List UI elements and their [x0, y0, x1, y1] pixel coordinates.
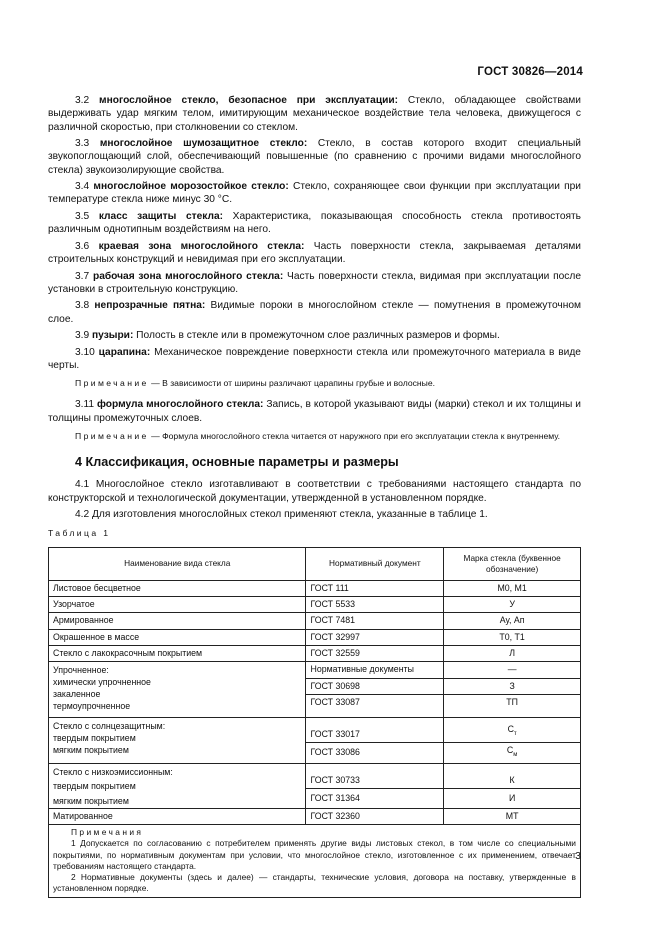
page-number: 3 — [575, 850, 581, 862]
cell-normative-doc: ГОСТ 5533 — [306, 597, 444, 613]
cell-glass-mark: У — [444, 597, 581, 613]
section-heading: 4 Классификация, основные параметры и размеры — [75, 455, 399, 470]
clause-4-2: 4.2 Для изготовления многослойных стекол применяют стекла, указанные в таблице 1. — [75, 509, 488, 521]
cell-glass-type: Узорчатое — [49, 597, 306, 613]
clause-term: царапина: — [98, 346, 151, 358]
cell-normative-doc: ГОСТ 31364 — [306, 788, 444, 808]
note-text: — В зависимости от ширины различают царапины грубые и волосные. — [148, 378, 436, 389]
cell-normative-doc: ГОСТ 33087 — [306, 694, 444, 717]
clause-term: многослойное шумозащитное стекло: — [99, 138, 308, 150]
clause-text: Характеристика, показывающая способность стекла противостоять различным однотипным воздействиям на него. — [48, 210, 581, 236]
cell-glass-mark: МТ — [444, 808, 581, 824]
clause-text: Запись, в которой указывают виды (марки) стекол и их толщины и толщины промежуточных слоев. — [48, 399, 581, 424]
cell-normative-doc: ГОСТ 32559 — [306, 646, 444, 662]
clause-term: класс защиты стекла: — [98, 210, 224, 222]
cell-line: мягким покрытием — [53, 795, 129, 806]
table-notes — [49, 825, 581, 898]
cell-glass-mark: — — [444, 662, 581, 678]
clause-text: Часть поверхности стекла, видимая при эксплуатации после установки в строительную конструкцию. — [48, 270, 581, 295]
clause-number: 3.6 — [75, 240, 90, 252]
clause-number: 3.3 — [75, 138, 90, 150]
clause-number: 3.7 — [75, 270, 90, 282]
cell-glass-mark — [444, 742, 581, 763]
cell-glass-type: Матированное — [49, 808, 306, 824]
cell-line: Стекло с низкоэмиссионным: — [53, 766, 173, 777]
note-scratches — [48, 378, 581, 389]
clause-text: Часть поверхности стекла, закрываемая деталями строительных конструкций и невидимая при его эксплуатации. — [48, 240, 581, 266]
cell-normative-doc: Нормативные документы — [306, 662, 444, 678]
clause-term: краевая зона многослойного стекла: — [98, 240, 305, 252]
table-row — [49, 646, 581, 662]
cell-glass-mark: ТП — [444, 694, 581, 717]
clause-3-2 — [48, 94, 581, 134]
table-notes-title: Примечания — [71, 827, 144, 838]
table-row-solar — [49, 717, 581, 742]
header-glass-type: Наименование вида стекла — [49, 547, 306, 580]
glass-types-table — [48, 547, 581, 899]
mark-letter: С — [506, 744, 514, 755]
mark-letter: С — [507, 723, 514, 734]
clause-number: 3.9 — [75, 330, 90, 342]
clause-text: Стекло, в состав которого входит специальный звукопоглощающий слой, обеспечивающий повышенные (по сравнению с прочими видами многослойного стекла) звукоизолирующие свойства. — [48, 138, 581, 176]
clause-number: 3.2 — [75, 95, 90, 106]
clause-number: 3.4 — [75, 181, 90, 193]
table-row — [49, 629, 581, 645]
clause-3-5 — [48, 210, 581, 237]
cell-line: Упрочненное: — [53, 665, 109, 676]
mark-subscript: т — [513, 730, 517, 737]
cell-normative-doc: ГОСТ 111 — [306, 580, 444, 596]
cell-glass-type-hardened — [49, 662, 306, 718]
clause-3-11 — [48, 398, 581, 425]
cell-glass-mark: М0, М1 — [444, 580, 581, 596]
clause-number: 3.8 — [75, 300, 90, 312]
table-caption: Таблица 1 — [48, 527, 111, 538]
cell-line: Стекло с солнцезащитным: — [53, 720, 166, 731]
cell-glass-type-solar — [49, 717, 306, 763]
cell-normative-doc: ГОСТ 33017 — [306, 717, 444, 742]
clause-text: Стекло, сохраняющее свои функции при эксплуатации при температуре стекла ниже минус 30 °С. — [48, 181, 581, 206]
table-note: 1 Допускается по согласованию с потребителем применять другие виды листовых стекол, в том числе со специальными покрытиями, по нормативным документам при условии, что многослойное стекло, изготовленное с их применением, отвечает требованиям настоящего стандарта. — [53, 838, 576, 871]
cell-glass-mark: З — [444, 678, 581, 694]
table-row — [49, 597, 581, 613]
document-header: ГОСТ 30826—2014 — [477, 66, 583, 78]
note-formula — [48, 431, 581, 442]
cell-glass-mark — [444, 717, 581, 742]
table-header-row — [49, 547, 581, 580]
cell-glass-type: Листовое бесцветное — [49, 580, 306, 596]
clause-4-1: 4.1 Многослойное стекло изготавливают в соответствии с требованиями настоящего стандарта по конструкторской и технологической документации, утвержденной в установленном порядке. — [48, 479, 581, 504]
clause-3-3 — [48, 137, 581, 177]
document-body — [48, 94, 581, 898]
table-row-lowe — [49, 763, 581, 788]
note-label: Примечание — [75, 430, 149, 441]
table-row-hardened — [49, 662, 581, 678]
clause-3-7 — [48, 270, 581, 297]
clause-term: формула многослойного стекла: — [97, 399, 264, 411]
clause-term: многослойное морозостойкое стекло: — [93, 181, 289, 193]
clause-term: рабочая зона многослойного стекла: — [92, 270, 284, 282]
clause-3-6 — [48, 240, 581, 267]
clause-text: Стекло, обладающее свойствами выдерживать удар мягким телом, имитирующим механическое воздействие тела человека, движущегося с различной скоростью, при столкновении со стеклом. — [48, 95, 581, 133]
cell-line: химически упрочненное — [53, 677, 151, 688]
table-note: 2 Нормативные документы (здесь и далее) — стандарты, технические условия, договора на поставку, утвержденные в установленном порядке. — [53, 872, 576, 894]
cell-normative-doc: ГОСТ 7481 — [306, 613, 444, 629]
clause-text: Полость в стекле или в промежуточном слое различных размеров и формы. — [133, 330, 500, 342]
cell-glass-type-lowe — [49, 763, 306, 808]
cell-line: твердым покрытием — [53, 780, 136, 791]
header-glass-mark: Марка стекла (буквенное обозначение) — [444, 547, 581, 580]
clause-3-8 — [48, 299, 581, 326]
header-normative-doc: Нормативный документ — [306, 547, 444, 580]
cell-normative-doc: ГОСТ 33086 — [306, 742, 444, 763]
clause-text: Видимые пороки в многослойном стекле — помутнения в промежуточном слое. — [48, 300, 581, 325]
cell-line: мягким покрытием — [53, 744, 129, 755]
table-row — [49, 580, 581, 596]
cell-line: термоупрочненное — [53, 701, 131, 712]
cell-normative-doc: ГОСТ 32360 — [306, 808, 444, 824]
clause-number: 3.5 — [75, 210, 90, 222]
clause-3-9 — [48, 329, 581, 342]
clause-number: 3.10 — [75, 346, 95, 358]
note-label: Примечание — [75, 378, 149, 389]
cell-normative-doc: ГОСТ 32997 — [306, 629, 444, 645]
cell-glass-mark: Ау, Ап — [444, 613, 581, 629]
cell-glass-mark: Т0, Т1 — [444, 629, 581, 645]
clause-term: непрозрачные пятна: — [94, 300, 206, 312]
clause-term: многослойное стекло, безопасное при эксплуатации: — [99, 95, 399, 106]
cell-glass-type: Стекло с лакокрасочным покрытием — [49, 646, 306, 662]
cell-normative-doc: ГОСТ 30733 — [306, 763, 444, 788]
clause-term: пузыри: — [92, 330, 134, 342]
cell-line: твердым покрытием — [53, 732, 136, 743]
cell-normative-doc: ГОСТ 30698 — [306, 678, 444, 694]
cell-glass-mark: И — [444, 788, 581, 808]
clause-3-10 — [48, 346, 581, 373]
cell-glass-type: Окрашенное в массе — [49, 629, 306, 645]
table-row — [49, 808, 581, 824]
cell-line: закаленное — [53, 689, 101, 700]
cell-glass-type: Армированное — [49, 613, 306, 629]
clause-3-4 — [48, 180, 581, 207]
table-notes-row — [49, 825, 581, 898]
clause-number: 3.11 — [75, 399, 95, 411]
cell-glass-mark: К — [444, 763, 581, 788]
clause-text: Механическое повреждение поверхности стекла или промежуточного материала в виде черты. — [48, 346, 581, 371]
cell-glass-mark: Л — [444, 646, 581, 662]
mark-subscript: м — [513, 751, 518, 758]
note-text: — Формула многослойного стекла читается от наружного при его эксплуатации стекла к внутреннему. — [148, 430, 561, 441]
table-row — [49, 613, 581, 629]
